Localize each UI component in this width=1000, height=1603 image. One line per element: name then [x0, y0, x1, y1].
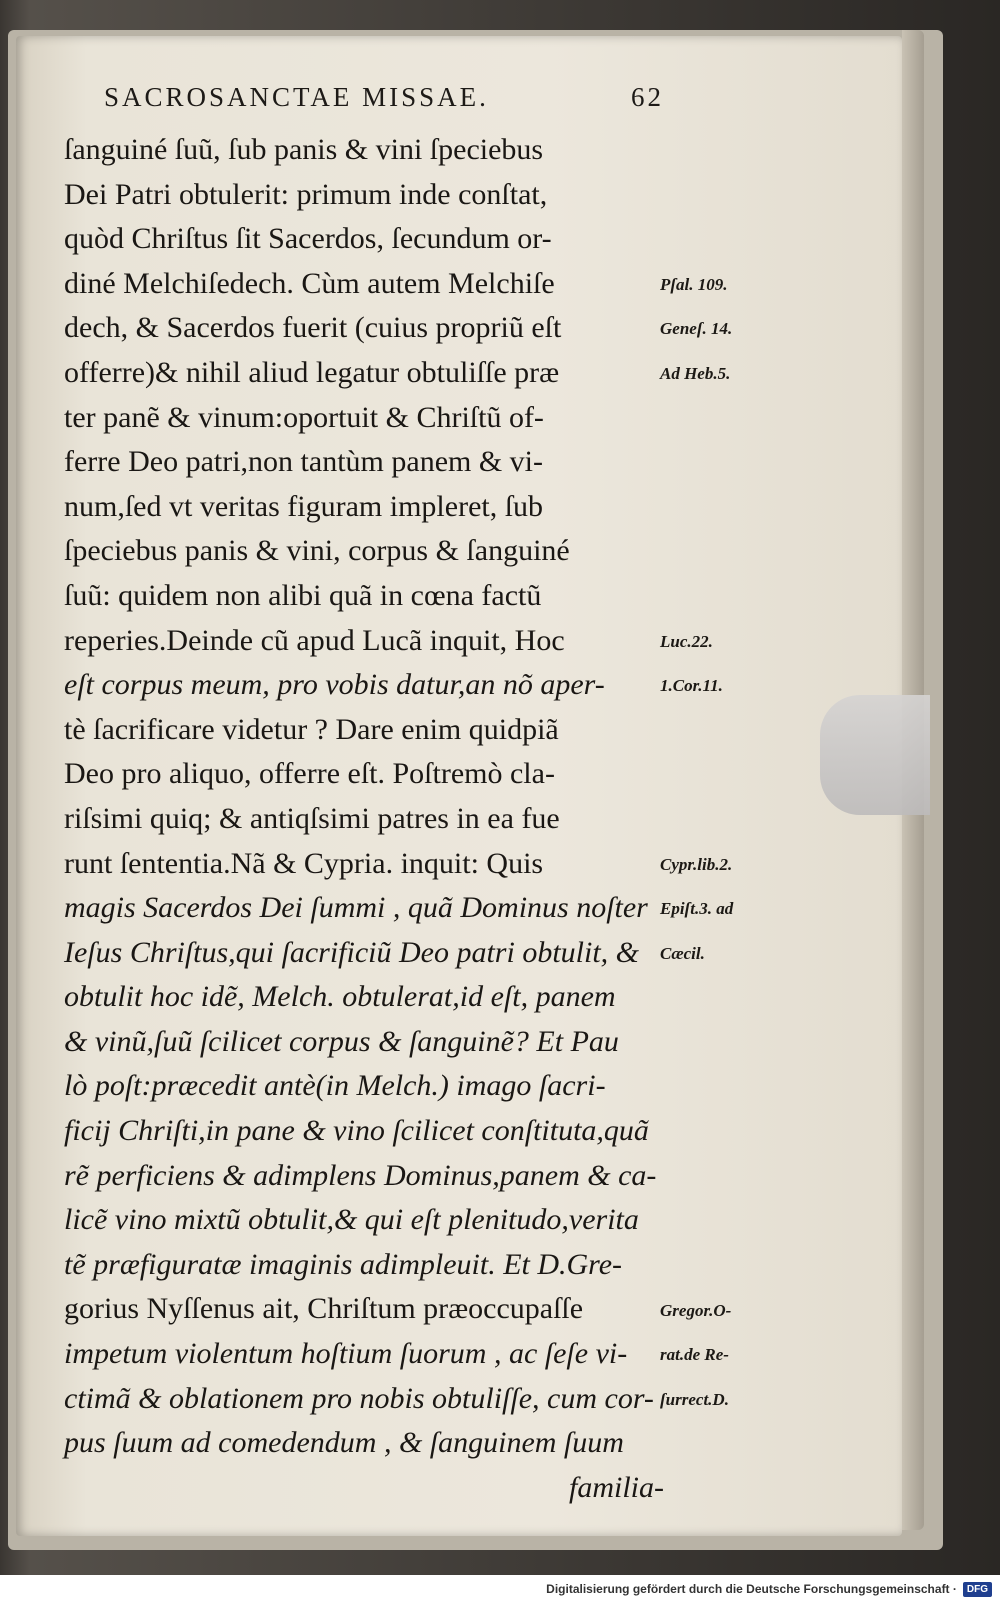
body-text — [64, 128, 664, 1510]
text-line: Ieſus Chriſtus,qui ſacrificiũ Deo patri obtulit, & — [64, 935, 639, 969]
text-line: ferre Deo patri,non tantùm panem & vi- — [64, 445, 544, 479]
text-line: Deo pro aliquo, offerre eſt. Poſtremò cla- — [64, 757, 555, 791]
page-clip-marker — [820, 695, 930, 815]
margin-note: Cypr.lib.2. — [660, 854, 733, 874]
text-line: rẽ perficiens & adimplens Dominus,panem & ca- — [64, 1158, 657, 1192]
text-line: ſanguiné ſuũ, ſub panis & vini ſpeciebus — [64, 133, 544, 166]
margin-note: Ad Heb.5. — [660, 364, 731, 383]
text-line: tè ſacrificare videtur ? Dare enim quidpiã — [64, 712, 559, 746]
text-line: gorius Nyſſenus ait, Chriſtum præoccupaſſe — [64, 1292, 584, 1326]
funding-credit: Digitalisierung gefördert durch die Deutsche Forschungsgemeinschaft · — [546, 1582, 957, 1596]
text-line: lò poſt:præcedit antè(in Melch.) imago ſacri- — [64, 1069, 606, 1103]
text-line: offerre)& nihil aliud legatur obtuliſſe præ — [64, 355, 560, 389]
text-line: obtulit hoc idẽ, Melch. obtulerat,id eſt, panem — [64, 980, 616, 1014]
text-line: quòd Chriſtus ſit Sacerdos, ſecundum or- — [64, 222, 552, 256]
text-line: eſt corpus meum, pro vobis datur,an nõ aper- — [64, 668, 605, 702]
text-line: tẽ præfiguratæ imaginis adimpleuit. Et D.Gre- — [64, 1247, 623, 1281]
text-line: familia- — [569, 1470, 664, 1504]
text-line: ctimã & oblationem pro nobis obtuliſſe, cum cor- — [64, 1381, 654, 1415]
margin-note: Geneſ. 14. — [660, 319, 733, 339]
text-line: num,ſed vt veritas figuram impleret, ſub — [64, 489, 544, 523]
text-line: licẽ vino mixtũ obtulit,& qui eſt plenitudo,verita — [64, 1203, 639, 1237]
text-line: ficij Chriſti,in pane & vino ſcilicet conſtituta,quã — [64, 1114, 649, 1148]
text-line: ſuũ: quidem non alibi quã in cœna factũ — [64, 578, 542, 612]
text-line: ter panẽ & vinum:oportuit & Chriſtũ of- — [64, 400, 544, 434]
margin-note: rat.de Re- — [660, 1345, 729, 1365]
dfg-logo: DFG — [963, 1582, 992, 1597]
running-head: SACROSANCTAE MISSAE. — [104, 82, 489, 112]
margin-note: 1.Cor.11. — [660, 676, 723, 696]
margin-note: ſurrect.D. — [660, 1389, 729, 1409]
text-line: pus ſuum ad comedendum , & ſanguinem ſuum — [64, 1426, 624, 1460]
margin-note: Epiſt.3. ad — [660, 899, 734, 919]
page-header — [104, 82, 664, 113]
margin-note: Luc.22. — [660, 631, 713, 651]
text-line: dech, & Sacerdos fuerit (cuius propriũ eſt — [64, 311, 562, 345]
digitization-footer — [0, 1575, 1000, 1603]
text-line: ſpeciebus panis & vini, corpus & ſanguiné — [64, 534, 570, 568]
text-line: riſsimi quiq; & antiqſsimi patres in ea fue — [64, 801, 560, 835]
text-line: diné Melchiſedech. Cùm autem Melchiſe — [64, 266, 555, 300]
page-number: 62 — [631, 82, 664, 112]
text-line: impetum violentum hoſtium ſuorum , ac ſeſe vi- — [64, 1337, 628, 1371]
margin-note: Pſal. 109. — [660, 274, 728, 294]
margin-note: Gregor.O- — [660, 1300, 732, 1320]
margin-note: Cæcil. — [660, 943, 705, 963]
text-line: reperies.Deinde cũ apud Lucã inquit, Hoc — [64, 623, 565, 657]
text-line: & vinũ,ſuũ ſcilicet corpus & ſanguinẽ? Et Pau — [64, 1024, 619, 1058]
text-line: magis Sacerdos Dei ſummi , quã Dominus noſter — [64, 891, 648, 925]
text-line: Dei Patri obtulerit: primum inde conſtat, — [64, 177, 548, 211]
text-line: runt ſententia.Nã & Cypria. inquit: Quis — [64, 846, 544, 880]
